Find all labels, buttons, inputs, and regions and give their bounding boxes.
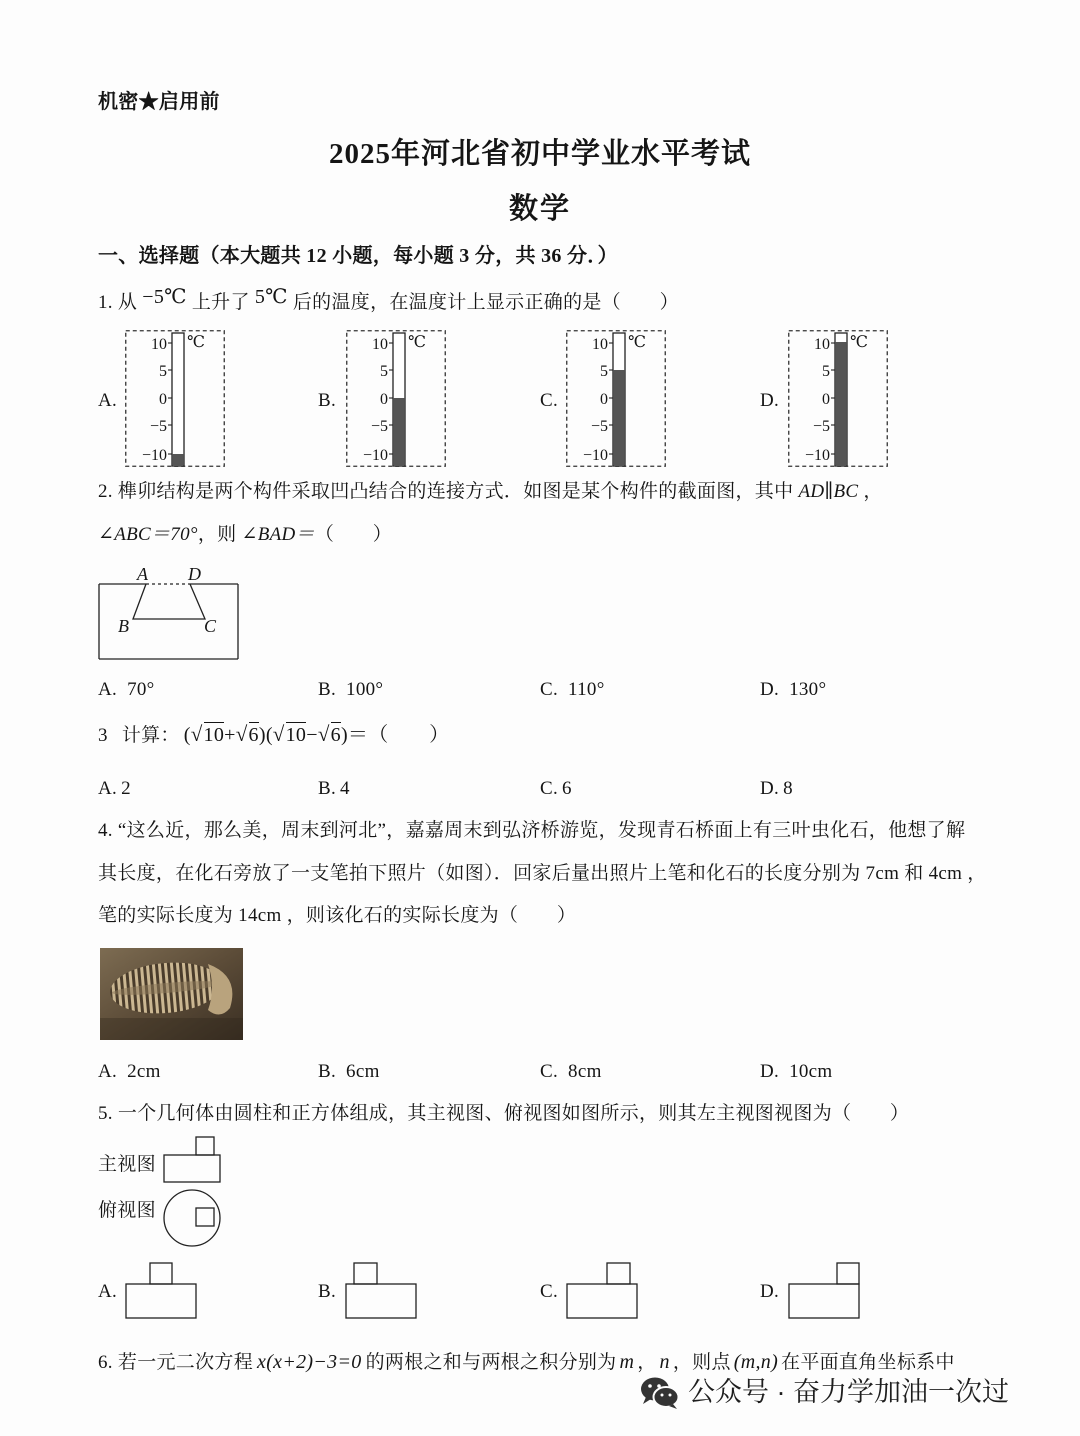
question-4-line-3: 笔的实际长度为 14cm ，则该化石的实际长度为（ ） bbox=[98, 905, 577, 926]
q2-option-d bbox=[760, 678, 826, 702]
expr-part: + bbox=[224, 724, 236, 746]
q2-option-a bbox=[98, 678, 155, 702]
radical-sign: √ bbox=[235, 722, 248, 746]
q1-text: 1. 从 bbox=[98, 292, 143, 313]
scale-label: −10 bbox=[362, 447, 388, 464]
label-point-b: B bbox=[118, 616, 129, 636]
celsius-unit-label: ℃ bbox=[628, 334, 646, 351]
q6-var-m: m bbox=[619, 1351, 635, 1373]
question-2-line-2 bbox=[98, 523, 392, 547]
question-3 bbox=[98, 722, 449, 748]
front-view-figure bbox=[160, 1133, 225, 1188]
q2-angle-bad: ∠BAD＝ bbox=[241, 524, 315, 545]
q2-text: 2. 榫卯结构是两个构件采取凹凸结合的连接方式．如图是某个构件的截面图，其中 bbox=[98, 481, 799, 502]
trapezoid-abcd bbox=[133, 584, 205, 619]
scale-label: 10 bbox=[151, 336, 167, 353]
option-label: C. bbox=[540, 1061, 559, 1082]
q4-option-c bbox=[540, 1060, 602, 1084]
scale-label: 5 bbox=[822, 363, 830, 380]
rock-shadow bbox=[100, 1018, 243, 1040]
q6-text: 在平面直角坐标系中 bbox=[781, 1352, 955, 1373]
q2-blank: （ ） bbox=[314, 524, 393, 545]
small-square bbox=[150, 1263, 172, 1284]
scale-label: 0 bbox=[380, 391, 388, 408]
option-label: B. bbox=[318, 778, 337, 799]
q6-var-n: n bbox=[659, 1351, 670, 1373]
base-rectangle bbox=[346, 1284, 416, 1318]
q4-option-d bbox=[760, 1060, 833, 1084]
q3-option-c bbox=[540, 777, 572, 801]
scale-label: −5 bbox=[812, 418, 830, 435]
label-point-c: C bbox=[204, 616, 217, 636]
mortise-tenon-cross-section bbox=[98, 564, 243, 662]
thermometer-b bbox=[346, 330, 446, 467]
option-label: A. bbox=[98, 1061, 118, 1082]
celsius-unit-label: ℃ bbox=[408, 334, 426, 351]
expr-part: ( bbox=[183, 724, 191, 746]
question-1 bbox=[98, 286, 679, 315]
thermometer-c bbox=[566, 330, 666, 467]
celsius-unit-label: ℃ bbox=[187, 334, 205, 351]
small-square bbox=[354, 1263, 377, 1284]
q5-option-a-label: A. bbox=[98, 1281, 118, 1302]
q5-option-c-figure bbox=[563, 1258, 643, 1322]
celsius-unit-label: ℃ bbox=[850, 334, 868, 351]
exam-title: 2025年河北省初中学业水平考试 bbox=[328, 138, 751, 170]
base-rectangle bbox=[789, 1284, 859, 1318]
trilobite-fossil-photo bbox=[100, 948, 243, 1040]
q5-option-d-figure bbox=[785, 1258, 865, 1322]
question-2-line-1 bbox=[98, 480, 883, 504]
option-value: 6cm bbox=[346, 1061, 380, 1082]
q1-option-d-label: D. bbox=[760, 390, 780, 411]
q6-equation: x(x+2)−3=0 bbox=[257, 1351, 362, 1373]
q1-temp-rise: 5℃ bbox=[254, 286, 288, 308]
q5-option-d-label: D. bbox=[760, 1281, 780, 1302]
thermometer-tube bbox=[172, 333, 184, 466]
small-square bbox=[837, 1263, 859, 1284]
scale-label: 5 bbox=[159, 363, 167, 380]
question-4-line-1: 4. “这么近，那么美，周末到河北”，嘉嘉周末到弘济桥游览，发现青石桥面上有三叶虫化石，他想了解 bbox=[98, 820, 966, 841]
radicand: 10 bbox=[285, 724, 307, 746]
scale-label: 0 bbox=[822, 391, 830, 408]
q3-expression bbox=[184, 724, 450, 746]
q3-option-d bbox=[760, 777, 793, 801]
radical-sign: √ bbox=[190, 722, 203, 746]
section-heading: 一、选择题（本大题共 12 小题，每小题 3 分，共 36 分．） bbox=[98, 245, 618, 267]
scale-label: −10 bbox=[582, 447, 608, 464]
option-value: 100° bbox=[346, 679, 384, 700]
radical-sign: √ bbox=[272, 722, 285, 746]
expr-part: − bbox=[306, 724, 318, 746]
q6-text: ，则点 bbox=[672, 1352, 731, 1373]
option-label: C. bbox=[540, 778, 559, 799]
q5-option-a-figure bbox=[122, 1258, 202, 1322]
q4-option-a bbox=[98, 1060, 161, 1084]
option-value: 10cm bbox=[789, 1061, 833, 1082]
q2-angle-abc: ∠ABC＝70° bbox=[98, 524, 198, 545]
thermometer-a bbox=[125, 330, 225, 467]
question-5: 5. 一个几何体由圆柱和正方体组成，其主视图、俯视图如图所示，则其左主视图视图为（ ） bbox=[98, 1103, 910, 1124]
scale-label: −5 bbox=[590, 418, 608, 435]
radical-sign: √ bbox=[317, 722, 330, 746]
q6-point-mn: (m,n) bbox=[733, 1351, 779, 1373]
q6-text: ， bbox=[637, 1352, 657, 1373]
question-4-line-2: 其长度，在化石旁放了一支笔拍下照片（如图）．回家后量出照片上笔和化石的长度分别为 7cm 和 4cm ， bbox=[98, 863, 987, 884]
q1-text: 上升了 bbox=[186, 292, 255, 313]
confidential-mark: 机密★启用前 bbox=[98, 91, 220, 113]
scale-label: −5 bbox=[370, 418, 388, 435]
cube-square bbox=[196, 1137, 214, 1155]
mercury-column bbox=[614, 370, 625, 466]
wechat-icon bbox=[640, 1376, 680, 1410]
expr-part: )＝ bbox=[340, 724, 369, 746]
scale-label: 0 bbox=[159, 391, 167, 408]
answer-blank: （ ） bbox=[368, 724, 450, 746]
scale-label: 10 bbox=[372, 336, 388, 353]
q3-option-b bbox=[318, 777, 350, 801]
option-value: 110° bbox=[568, 679, 605, 700]
q2-option-b bbox=[318, 678, 383, 702]
scale-label: −10 bbox=[141, 447, 167, 464]
scale-label: 5 bbox=[600, 363, 608, 380]
option-label: A. bbox=[98, 679, 118, 700]
q3-number: 3 bbox=[98, 725, 108, 746]
subject-title: 数学 bbox=[508, 193, 571, 225]
mercury-column bbox=[173, 454, 184, 466]
q6-text: 6. 若一元二次方程 bbox=[98, 1352, 254, 1373]
radicand: 6 bbox=[330, 724, 341, 746]
q1-text: 后的温度，在温度计上显示正确的是（ ） bbox=[287, 292, 679, 313]
q5-option-c-label: C. bbox=[540, 1281, 559, 1302]
scale-label: 10 bbox=[592, 336, 608, 353]
q1-option-b-label: B. bbox=[318, 390, 337, 411]
option-label: D. bbox=[760, 1061, 780, 1082]
q2-text: ，则 bbox=[197, 524, 242, 545]
mercury-column bbox=[836, 342, 847, 466]
mercury-column bbox=[394, 398, 405, 466]
q5-option-b-label: B. bbox=[318, 1281, 337, 1302]
option-value: 4 bbox=[340, 778, 350, 799]
q1-temp-start: −5℃ bbox=[142, 286, 187, 308]
radicand: 6 bbox=[248, 724, 259, 746]
option-value: 2cm bbox=[127, 1061, 161, 1082]
watermark-text: 公众号 · 奋力学加油一次过 bbox=[688, 1377, 1009, 1407]
q1-option-c-label: C. bbox=[540, 390, 559, 411]
cylinder-rectangle bbox=[164, 1155, 220, 1182]
small-square bbox=[607, 1263, 630, 1284]
radicand: 10 bbox=[203, 724, 225, 746]
top-view-label: 俯视图 bbox=[98, 1200, 156, 1221]
base-rectangle bbox=[126, 1284, 196, 1318]
q2-parallel-expr: AD∥BC bbox=[798, 481, 859, 502]
thermometer-d bbox=[788, 330, 888, 467]
scale-label: −10 bbox=[804, 447, 830, 464]
scale-label: 0 bbox=[600, 391, 608, 408]
front-view-label: 主视图 bbox=[98, 1154, 156, 1175]
option-label: A. bbox=[98, 778, 118, 799]
scale-label: 5 bbox=[380, 363, 388, 380]
option-value: 6 bbox=[562, 778, 572, 799]
option-value: 70° bbox=[127, 679, 155, 700]
label-point-a: A bbox=[137, 564, 148, 584]
thermometer-graphic bbox=[346, 330, 446, 467]
top-view-figure bbox=[160, 1186, 225, 1251]
option-label: B. bbox=[318, 1061, 337, 1082]
cylinder-circle bbox=[164, 1190, 220, 1246]
expr-part: )( bbox=[258, 724, 273, 746]
thermometer-graphic bbox=[566, 330, 666, 467]
q3-prompt: 计算： bbox=[121, 725, 180, 746]
cube-square bbox=[196, 1208, 214, 1226]
option-value: 8cm bbox=[568, 1061, 602, 1082]
option-value: 2 bbox=[121, 778, 131, 799]
q4-option-b bbox=[318, 1060, 380, 1084]
question-6 bbox=[98, 1350, 955, 1375]
option-label: D. bbox=[760, 778, 780, 799]
option-label: B. bbox=[318, 679, 337, 700]
option-label: D. bbox=[760, 679, 780, 700]
thermometer-graphic bbox=[125, 330, 225, 467]
scale-label: −5 bbox=[149, 418, 167, 435]
q5-option-b-figure bbox=[342, 1258, 422, 1322]
base-rectangle bbox=[567, 1284, 637, 1318]
option-value: 130° bbox=[789, 679, 827, 700]
option-value: 8 bbox=[783, 778, 793, 799]
scale-label: 10 bbox=[814, 336, 830, 353]
thermometer-graphic bbox=[788, 330, 888, 467]
q2-option-c bbox=[540, 678, 605, 702]
q2-text: ， bbox=[858, 481, 883, 502]
q1-option-a-label: A. bbox=[98, 390, 118, 411]
q6-text: 的两根之和与两根之积分别为 bbox=[365, 1352, 617, 1373]
option-label: C. bbox=[540, 679, 559, 700]
label-point-d: D bbox=[188, 564, 201, 584]
q3-option-a bbox=[98, 777, 131, 801]
